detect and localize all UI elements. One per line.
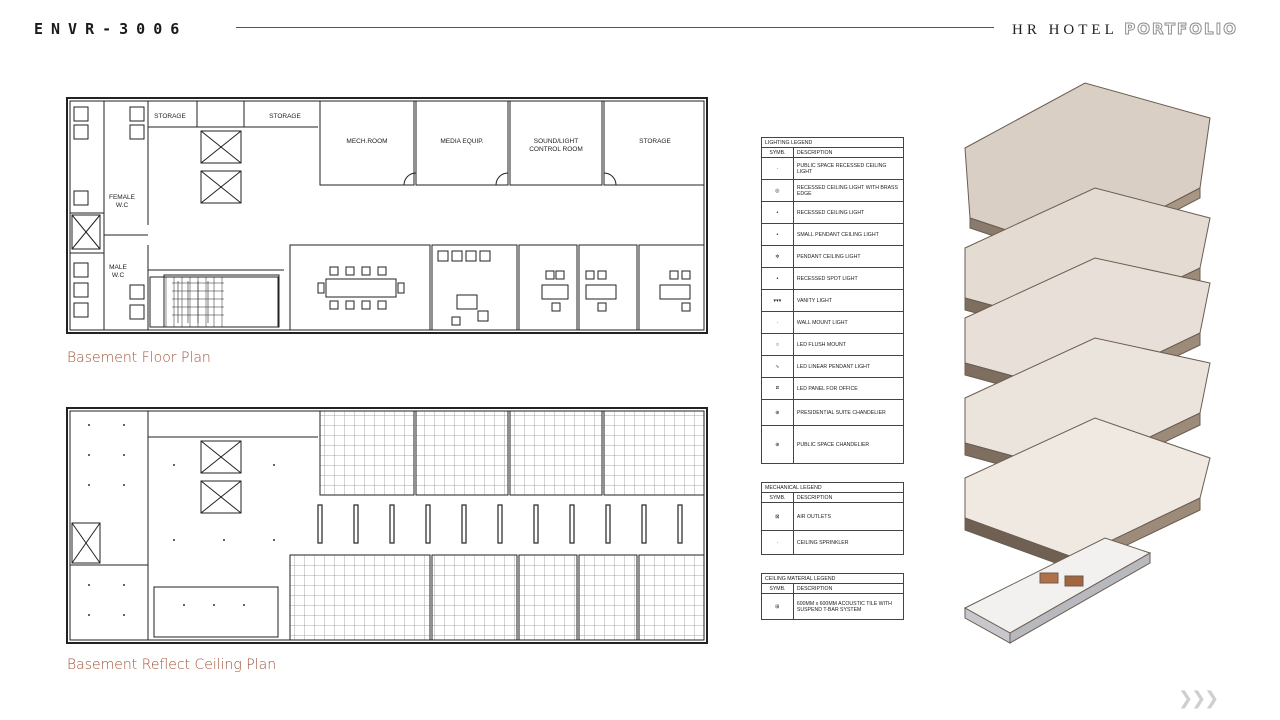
brass-edge-light-icon: ◎ — [775, 187, 780, 194]
legend-item: PRESIDENTIAL SUITE CHANDELIER — [793, 400, 903, 426]
chevron-right-icon: ❯❯❯ — [1178, 688, 1218, 709]
room-storage-3: STORAGE — [639, 138, 671, 145]
air-outlet-icon: ⊠ — [775, 513, 780, 520]
legend-item: WALL MOUNT LIGHT — [793, 312, 903, 334]
symbol-column-header: SYMB. — [762, 148, 794, 158]
legend-item: AIR OUTLETS — [793, 503, 903, 531]
ceiling-plan-caption: Basement Reflect Ceiling Plan — [67, 657, 277, 673]
floor-plan-caption: Basement Floor Plan — [67, 350, 211, 366]
room-sound-2: CONTROL ROOM — [529, 146, 583, 153]
room-storage-1: STORAGE — [154, 113, 186, 120]
tile-grid-icon: ⊞ — [775, 603, 780, 610]
basement-ceiling-plan — [64, 405, 710, 648]
legend-item: LED LINEAR PENDANT LIGHT — [793, 356, 903, 378]
legend-item: RECESSED CEILING LIGHT WITH BRASS EDGE — [793, 180, 903, 202]
mechanical-legend — [761, 482, 904, 555]
room-sound-1: SOUND/LIGHT — [533, 138, 579, 145]
legend-item: SMALL PENDANT CEILING LIGHT — [793, 224, 903, 246]
vanity-light-icon: ▾▾▾ — [773, 297, 782, 304]
legend-item: PUBLIC SPACE RECESSED CEILING LIGHT — [793, 158, 903, 180]
room-male-2: W.C — [111, 272, 125, 279]
brand — [1012, 20, 1238, 39]
mechanical-legend-title: MECHANICAL LEGEND — [762, 483, 904, 493]
description-column-header: DESCRIPTION — [793, 493, 903, 503]
room-male-1: MALE — [109, 264, 127, 271]
legend-item: PUBLIC SPACE CHANDELIER — [793, 426, 903, 464]
exploded-axonometric — [955, 78, 1220, 648]
next-page-arrows[interactable] — [1178, 688, 1217, 709]
room-media: MEDIA EQUIP. — [440, 138, 484, 145]
legend-item: RECESSED CEILING LIGHT — [793, 202, 903, 224]
legend-item: LED PANEL FOR OFFICE — [793, 378, 903, 400]
room-female-2: W.C — [115, 202, 129, 209]
legend-item: 600MM x 600MM ACOUSTIC TILE WITH SUSPEND T-BAR SYSTEM — [793, 594, 903, 620]
legend-item: LED FLUSH MOUNT — [793, 334, 903, 356]
lighting-legend-title: LIGHTING LEGEND — [762, 138, 904, 148]
chandelier-icon: ⊕ — [775, 409, 780, 416]
pendant-light-icon: ✲ — [775, 253, 780, 260]
hotel-name: HR HOTEL — [1012, 22, 1118, 38]
room-female-1: FEMALE — [108, 194, 136, 201]
room-storage-2: STORAGE — [269, 113, 301, 120]
header-rule — [236, 27, 994, 28]
linear-pendant-icon: ∿ — [775, 363, 780, 370]
basement-floor-plan — [64, 95, 710, 337]
description-column-header: DESCRIPTION — [793, 584, 903, 594]
legend-item: VANITY LIGHT — [793, 290, 903, 312]
recessed-light-icon: • — [776, 209, 779, 216]
legend-item: RECESSED SPOT LIGHT — [793, 268, 903, 290]
legend-item: PENDANT CEILING LIGHT — [793, 246, 903, 268]
symbol-column-header: SYMB. — [762, 584, 794, 594]
portfolio-label: PORTFOLIO — [1124, 20, 1238, 38]
ceiling-material-legend — [761, 573, 904, 620]
room-mech: MECH.ROOM — [346, 138, 388, 145]
chandelier-large-icon: ⊕ — [775, 441, 780, 448]
led-panel-icon: ⧄ — [775, 385, 780, 391]
sprinkler-icon: · — [776, 539, 779, 546]
course-code: ENVR-3006 — [34, 20, 188, 38]
spot-light-icon: • — [776, 275, 779, 282]
description-column-header: DESCRIPTION — [793, 148, 903, 158]
wall-light-icon: · — [776, 319, 779, 326]
lighting-legend — [761, 137, 904, 464]
recessed-light-icon: · — [776, 165, 779, 172]
legend-item: CEILING SPRINKLER — [793, 531, 903, 555]
symbol-column-header: SYMB. — [762, 493, 794, 503]
pendant-light-icon: • — [776, 231, 779, 238]
ceiling-legend-title: CEILING MATERIAL LEGEND — [762, 574, 904, 584]
flush-mount-icon: ○ — [775, 341, 780, 348]
